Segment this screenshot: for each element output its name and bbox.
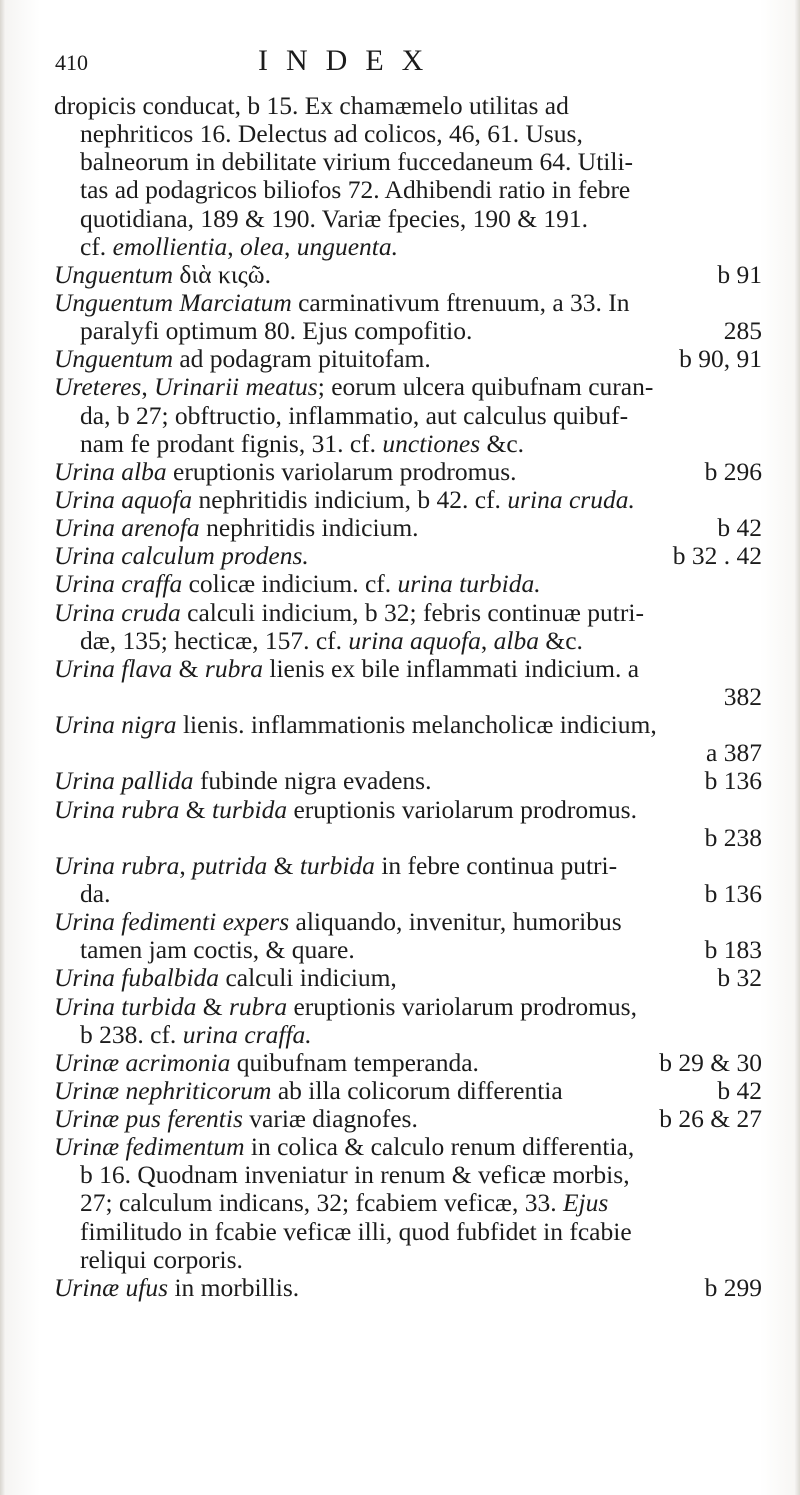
index-text: & [196,991,229,1021]
index-term: unguenta. [296,231,398,261]
index-text: , [227,231,241,261]
index-line [54,683,762,711]
index-text: b 238. cf. [80,1019,183,1049]
index-line [54,1021,762,1049]
index-term: Urina rubra [54,794,180,824]
page-reference: b 90, 91 [679,344,762,374]
page-reference: b 136 [704,766,762,796]
index-term: alba [493,625,539,655]
index-text: fubinde nigra evadens. [193,766,432,796]
index-line [54,711,762,739]
index-term: turbida [299,850,375,880]
index-term: Urina flava [54,653,173,683]
index-line [54,739,762,767]
index-text: quibufnam temperanda. [230,1047,479,1077]
index-term: urina craffa. [182,1019,312,1049]
index-term: Urinæ pus ferentis [54,1104,243,1134]
index-line [54,1105,762,1133]
index-term: Unguentum [54,344,173,374]
index-line [54,570,762,598]
index-text: aliquando, invenitur, humoribus [289,907,622,937]
index-term: Urina cruda [54,597,181,627]
left-page-edge [0,0,5,1495]
index-text: reliqui corporis. [80,1244,243,1274]
index-text: b 16. Quodnam inveniatur in renum & veficæ morbis, [80,1160,630,1190]
index-term: rubra [204,653,263,683]
index-text: colicæ indicium. cf. [182,569,398,599]
index-line [54,1049,762,1077]
index-text: & [267,850,300,880]
index-text: tas ad podagricos biliofos 72. Adhibendi ratio in febre [80,175,631,205]
page-reference: 285 [723,316,762,346]
index-text: in febre continua putri- [374,850,618,880]
index-term: Urina aquofa [54,484,193,514]
page-reference: b 32 [717,963,762,993]
index-term: Urina turbida [54,991,197,1021]
index-line [54,1189,762,1217]
index-text: eruptionis variolarum prodromus. [287,794,637,824]
index-text: ab illa colicorum differentia [271,1075,563,1105]
index-text: lienis ex bile inflammati indicium. a [263,653,640,683]
running-title: INDEX [258,44,442,77]
index-line [54,205,762,233]
index-line [54,1133,762,1161]
index-term: olea [240,231,284,261]
index-line [54,430,762,458]
index-term: Urina arenofa [54,513,200,543]
index-line [54,936,762,964]
index-text: dæ, 135; hecticæ, 157. cf. [80,625,349,655]
index-text: ad podagram pituitofam. [172,344,431,374]
index-line [54,402,762,430]
index-term: Urinarii meatus [154,372,318,402]
index-term: putrida [192,850,268,880]
index-term: Urinæ fedimentum [54,1132,245,1162]
index-term: Ejus [562,1188,609,1218]
page-number: 410 [55,50,88,75]
index-text: da. [80,878,111,908]
index-line [54,458,762,486]
page-reference: b 91 [717,259,762,289]
index-line [54,767,762,795]
index-term: Urina pallida [54,766,194,796]
index-term: Urinæ nephriticorum [54,1075,272,1105]
index-text: fimilitudo in fcabie veficæ illi, quod fubfidet in fcabie [80,1216,632,1246]
index-text: lienis. inflammationis melancholicæ indicium, [176,710,657,740]
index-text: nephritidis indicium. [199,513,419,543]
index-line [54,908,762,936]
index-line [54,120,762,148]
index-term: Urina fedimenti expers [54,907,290,937]
index-text: balneorum in debilitate virium fuccedaneum 64. Utili- [80,147,634,177]
index-text: , [179,850,193,880]
page-reference: b 26 & 27 [659,1104,762,1134]
index-term: Urina fubalbida [54,963,220,993]
index-line [54,852,762,880]
index-line [54,964,762,992]
index-term: Urina rubra [54,850,180,880]
index-line [54,261,762,289]
index-line [54,345,762,373]
page-reference: b 32 . 42 [672,541,762,571]
index-line [54,627,762,655]
index-text: calculi indicium, b 32; febris continuæ putri- [180,597,644,627]
page-header [0,44,800,80]
index-term: urina turbida. [397,569,541,599]
index-text: , [480,625,494,655]
page-reference: b 136 [704,878,762,908]
index-text: paralyfi optimum 80. Ejus compofitio. [80,316,473,346]
index-text: &c. [538,625,583,655]
index-text: b 238 [704,822,762,852]
index-text: in morbillis. [168,1272,300,1302]
index-text: & [179,794,212,824]
index-text: διὰ κιςῶ. [172,259,271,289]
index-text: calculi indicium, [219,963,397,993]
index-line [54,1077,762,1105]
index-text: & [172,653,205,683]
index-line [54,148,762,176]
index-line [54,317,762,345]
index-line [54,289,762,317]
index-term: urina aquofa [348,625,481,655]
index-text: , [141,372,155,402]
index-text: 27; calculum indicans, 32; fcabiem veficæ, 33. [80,1188,563,1218]
index-text: carminativum ftrenuum, a 33. In [291,287,630,317]
index-term: urina cruda. [507,484,635,514]
right-page-edge [795,0,800,1495]
index-text: eruptionis variolarum prodromus. [166,456,517,486]
index-term: Urina craffa [54,569,183,599]
page-reference: b 29 & 30 [659,1047,762,1077]
index-line [54,824,762,852]
index-line [54,233,762,261]
index-text: da, b 27; obftructio, inflammatio, aut calculus quibuf- [80,400,629,430]
page-reference: b 299 [704,1272,762,1302]
index-term: Ureteres [54,372,142,402]
index-line [54,993,762,1021]
index-line [54,486,762,514]
index-text: nam fe prodant fignis, 31. cf. [80,428,383,458]
index-term: Unguentum Marciatum [54,287,292,317]
index-text: variæ diagnofes. [242,1104,418,1134]
index-term: Urina calculum prodens. [54,541,309,571]
index-line [54,542,762,570]
index-text: , [283,231,297,261]
index-text: &c. [480,428,525,458]
index-text: nephritidis indicium, b 42. cf. [192,484,508,514]
index-line [54,1218,762,1246]
index-term: turbida [212,794,288,824]
index-line [54,599,762,627]
index-text: quotidiana, 189 & 190. Variæ fpecies, 190 & 191. [80,203,589,233]
index-term: Urina nigra [54,710,177,740]
index-text: a 387 [706,738,762,768]
index-line [54,1161,762,1189]
index-text: eruptionis variolarum prodromus, [287,991,637,1021]
page-reference: b 42 [717,513,762,543]
index-term: emollientia [112,231,228,261]
index-text: dropicis conducat, b 15. Ex chamæmelo utilitas ad [54,91,569,120]
index-line [54,796,762,824]
index-line [54,1274,762,1302]
index-term: Urinæ ufus [54,1272,169,1302]
index-text: cf. [80,231,113,261]
index-term: rubra [229,991,288,1021]
index-text: nephriticos 16. Delectus ad colicos, 46, 61. Usus, [80,119,583,149]
index-line [54,176,762,204]
index-text: tamen jam coctis, & quare. [80,935,355,965]
index-line [54,655,762,683]
index-term: Unguentum [54,259,173,289]
index-term: Urinæ acrimonia [54,1047,231,1077]
index-term: Urina alba [54,456,167,486]
page-reference: b 296 [704,456,762,486]
index-line [54,1246,762,1274]
page-reference: b 42 [717,1075,762,1105]
page-reference: b 183 [704,935,762,965]
index-entries [54,92,762,1302]
index-text: ; eorum ulcera quibufnam curan- [317,372,654,402]
index-line [54,880,762,908]
index-line [54,373,762,401]
index-line [54,514,762,542]
index-line [54,92,762,120]
index-text: in colica & calculo renum differentia, [244,1132,635,1162]
index-term: unctiones [382,428,481,458]
index-text: 382 [723,681,762,711]
